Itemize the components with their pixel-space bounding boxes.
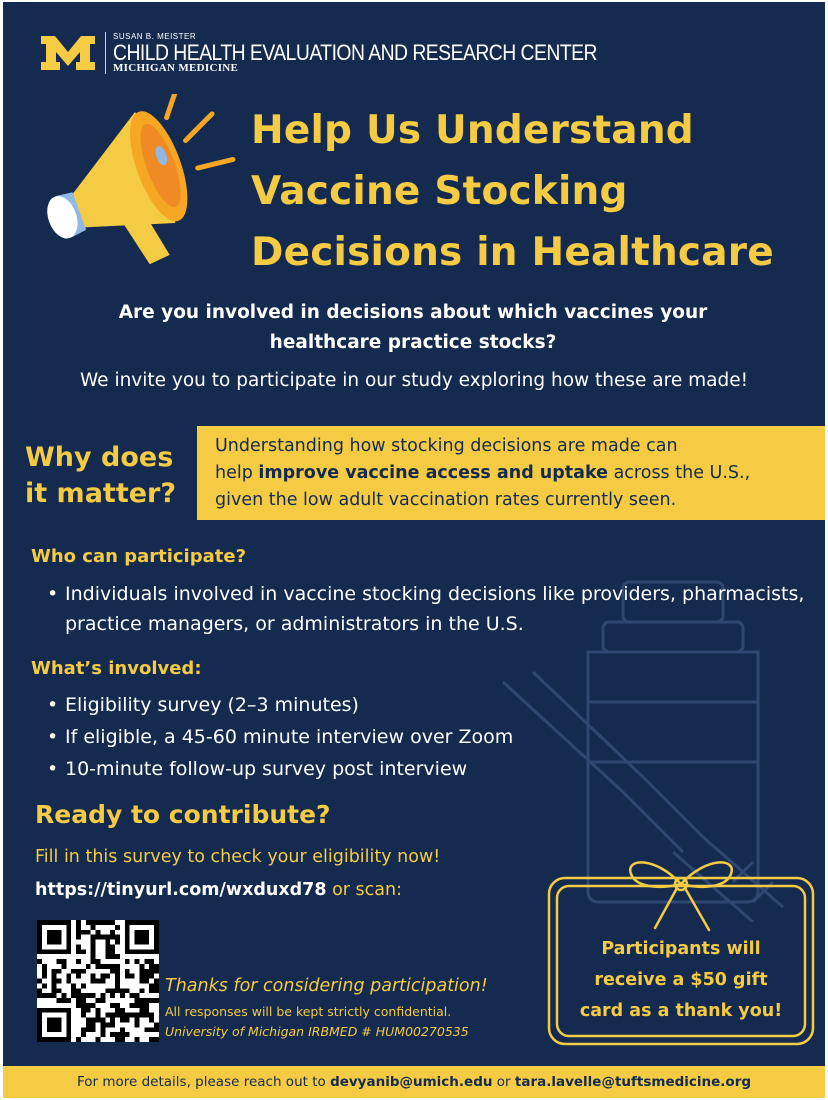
- why-heading: [25, 440, 200, 512]
- headline-line-3: Decisions in Healthcare: [251, 230, 774, 275]
- or-scan-text: or scan:: [326, 880, 402, 900]
- headline-line-1: Help Us Understand: [251, 108, 694, 153]
- whats-involved-list: [31, 689, 811, 785]
- why-text-post: across the U.S.,: [608, 463, 751, 483]
- who-heading: Who can participate?: [31, 546, 247, 567]
- why-text-line-1: Understanding how stocking decisions are made can: [215, 436, 678, 456]
- list-item: • Individuals involved in vaccine stocking decisions like providers, pharmacists, practice managers, or administrators in the U.S.: [31, 579, 811, 639]
- intro-question-line-2: healthcare practice stocks?: [269, 332, 557, 353]
- who-list: [31, 579, 811, 639]
- qr-code-icon[interactable]: [37, 920, 159, 1042]
- thanks-text: Thanks for considering participation!: [165, 976, 488, 996]
- why-heading-line-1: Why does: [25, 442, 174, 473]
- ready-heading: Ready to contribute?: [35, 800, 331, 829]
- email-link-2[interactable]: tara.lavelle@tuftsmedicine.org: [514, 1074, 752, 1090]
- why-text-line-2: [215, 460, 825, 487]
- megaphone-icon: [43, 94, 243, 279]
- why-callout-box: [197, 426, 825, 520]
- list-item: • Eligibility survey (2–3 minutes): [31, 689, 811, 721]
- gift-line-2: receive a $50 gift: [594, 970, 768, 990]
- footer-contact: [3, 1066, 825, 1098]
- why-text-bold: improve vaccine access and uptake: [258, 463, 609, 483]
- org-name-main: CHILD HEALTH EVALUATION AND RESEARCH CENTER: [113, 40, 597, 65]
- confidentiality-note: All responses will be kept strictly confidential.: [165, 1004, 452, 1019]
- survey-link[interactable]: https://tinyurl.com/wxduxd78: [35, 880, 327, 900]
- intro-invite: We invite you to participate in our study exploring how these are made!: [79, 370, 749, 391]
- intro-question: [33, 298, 793, 358]
- why-text-line-3: given the low adult vaccination rates currently seen.: [215, 490, 677, 510]
- flyer: [3, 2, 825, 1098]
- university-m-logo: [39, 34, 97, 72]
- why-text-pre: help: [215, 463, 259, 483]
- footer-pre-text: For more details, please reach out to: [76, 1074, 331, 1090]
- whats-involved-heading: What’s involved:: [31, 658, 202, 679]
- footer-or-text: or: [492, 1074, 515, 1090]
- eligibility-prompt: Fill in this survey to check your eligibility now!: [35, 847, 441, 867]
- org-name-small: SUSAN B. MEISTER: [113, 32, 197, 41]
- email-link-1[interactable]: devyanib@umich.edu: [330, 1074, 493, 1090]
- gift-line-3: card as a thank you!: [579, 1001, 783, 1021]
- irb-number: University of Michigan IRBMED # HUM00270535: [165, 1024, 469, 1039]
- logo-divider: [105, 32, 106, 74]
- headline: [251, 100, 811, 283]
- survey-url-line: [35, 880, 402, 900]
- gift-card-text: [559, 934, 803, 1027]
- list-item: • 10-minute follow-up survey post interview: [31, 753, 811, 785]
- org-name-sub: MICHIGAN MEDICINE: [113, 62, 239, 74]
- why-heading-line-2: it matter?: [25, 478, 177, 509]
- list-item: • If eligible, a 45-60 minute interview over Zoom: [31, 721, 811, 753]
- intro-question-line-1: Are you involved in decisions about which vaccines your: [118, 302, 708, 323]
- headline-line-2: Vaccine Stocking: [251, 169, 628, 214]
- gift-line-1: Participants will: [601, 939, 761, 959]
